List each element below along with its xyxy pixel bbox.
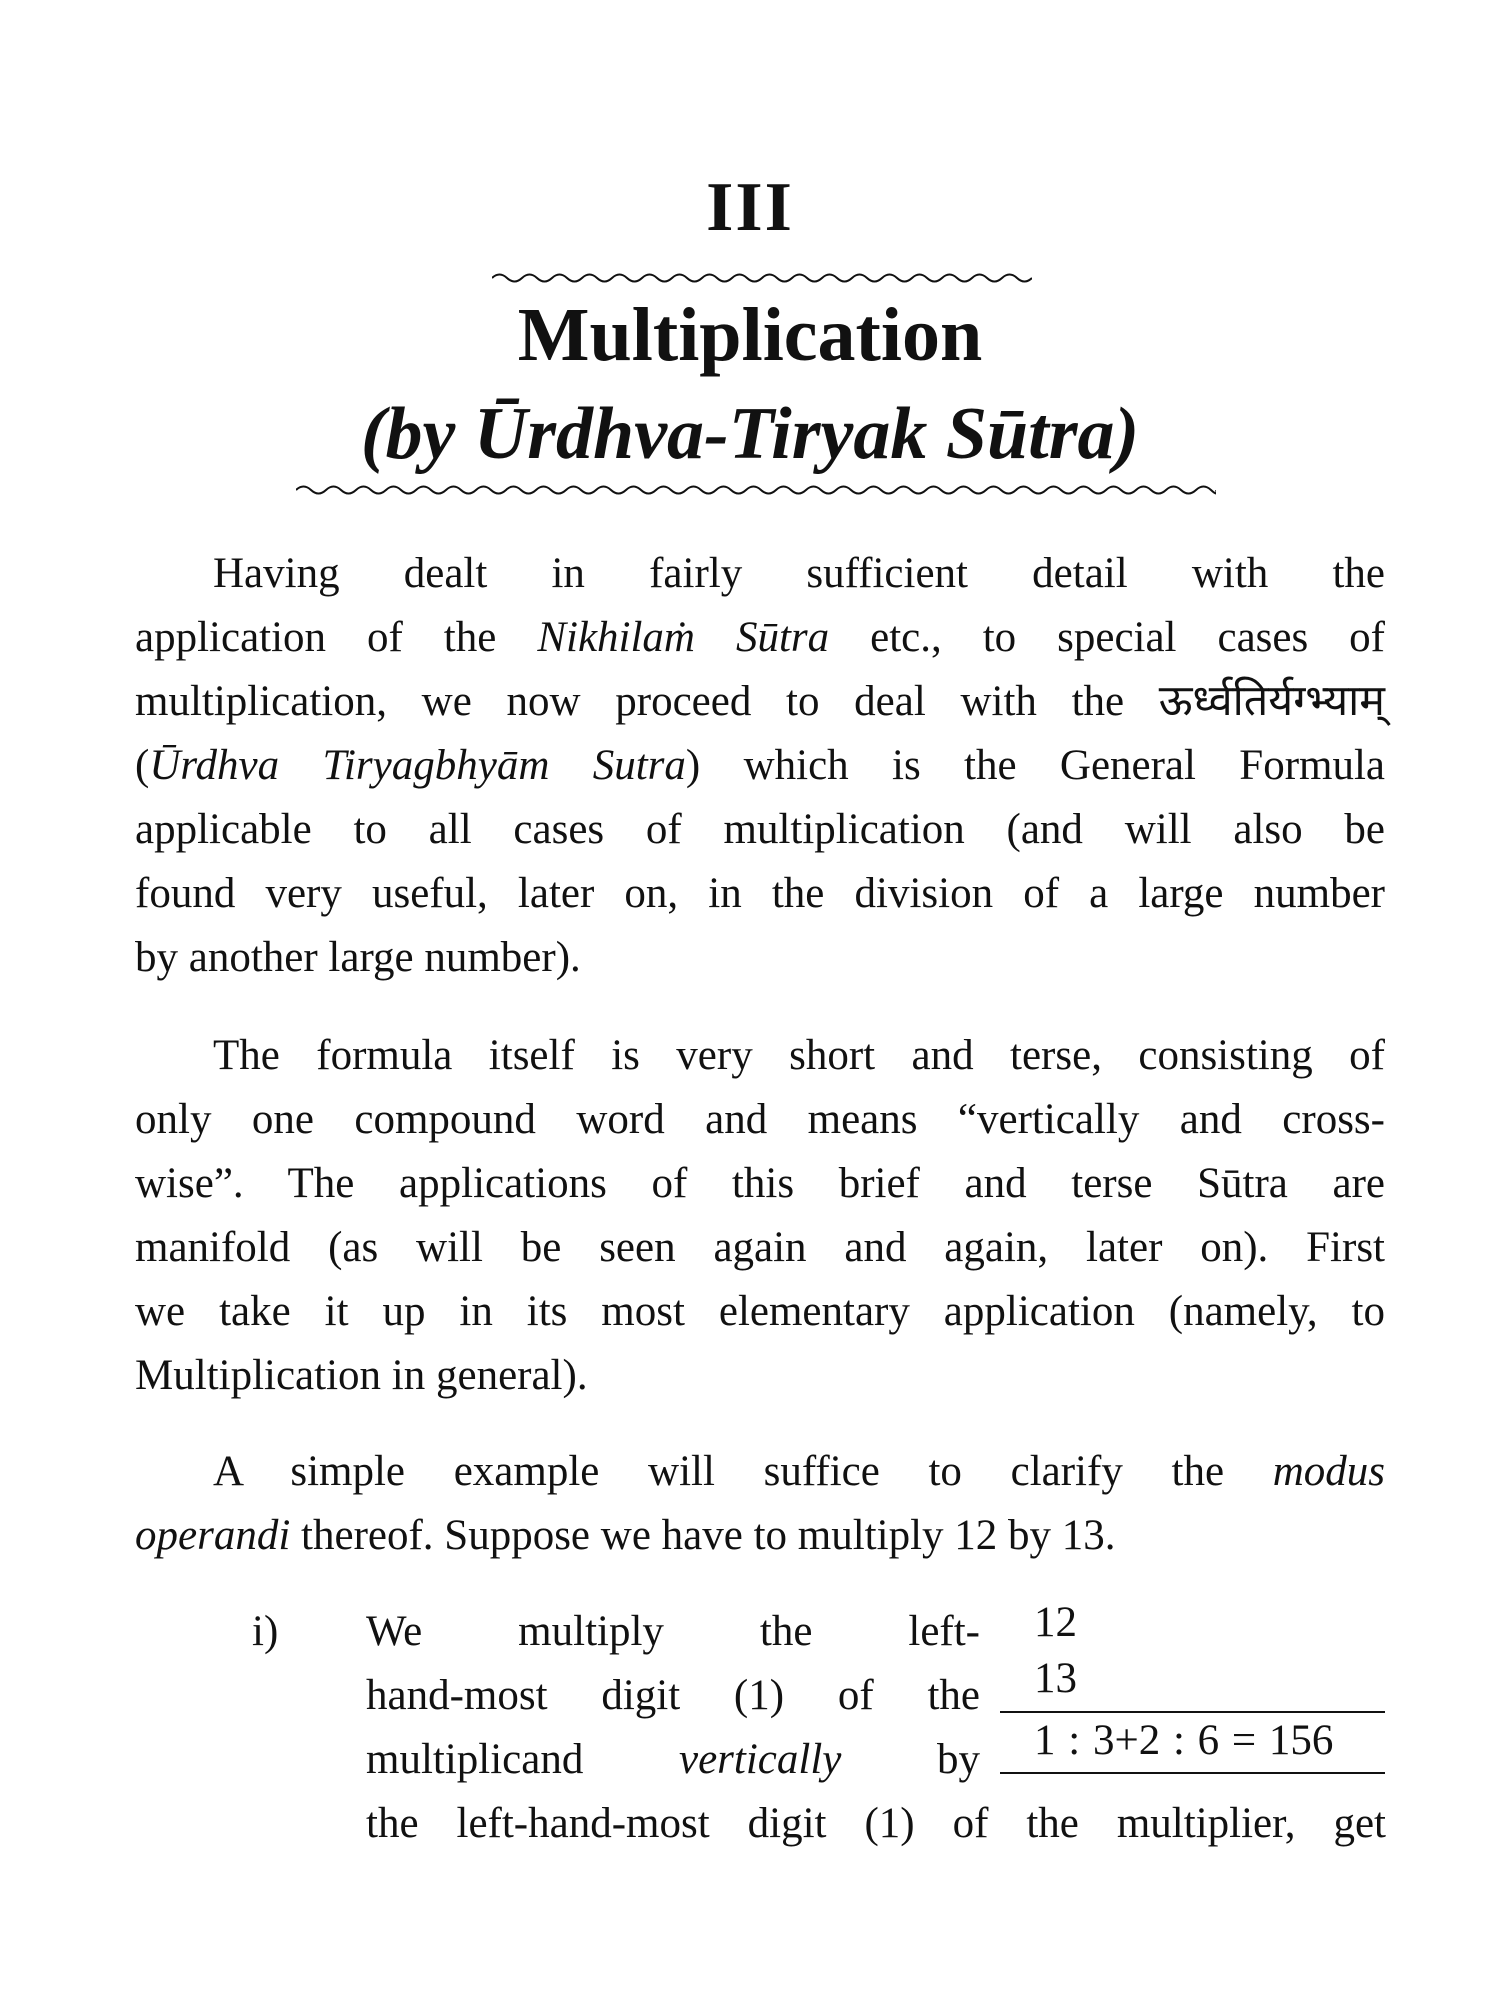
text-line: multiplicand vertically by xyxy=(366,1736,980,1783)
text-line: The formula itself is very short and terse, consisting of xyxy=(213,1032,1385,1079)
decorative-wave-divider-top xyxy=(492,268,1032,288)
text-line: manifold (as will be seen again and again, later on). First xyxy=(135,1224,1385,1271)
text-line: multiplication, we now proceed to deal with the ऊर्ध्वतिर्यग्भ्याम् xyxy=(135,678,1385,725)
chapter-title: Multiplication xyxy=(517,293,983,377)
text-line: Having dealt in fairly sufficient detail with the xyxy=(213,550,1385,597)
calculation-rule xyxy=(1000,1711,1385,1713)
text-line: found very useful, later on, in the division of a large number xyxy=(135,870,1385,917)
paragraph-formula xyxy=(135,1024,1385,1408)
text-line: operandi thereof. Suppose we have to multiply 12 by 13. xyxy=(135,1512,1116,1559)
text-line: (Ūrdhva Tiryagbhyām Sutra) which is the General Formula xyxy=(135,742,1386,789)
text-line: only one compound word and means “vertically and cross- xyxy=(135,1096,1385,1143)
multiplier: 13 xyxy=(1034,1655,1077,1702)
step-description xyxy=(366,1600,980,1792)
paragraph-intro xyxy=(135,542,1385,990)
paragraph-example xyxy=(135,1440,1385,1568)
calculation-rule xyxy=(1000,1772,1385,1774)
multiplicand: 12 xyxy=(1034,1599,1077,1646)
text-line: applicable to all cases of multiplication (and will also be xyxy=(135,806,1385,853)
decorative-wave-divider-bottom xyxy=(296,480,1216,500)
chapter-subtitle: (by Ūrdhva-Tiryak Sūtra) xyxy=(360,393,1140,475)
text-line: Multiplication in general). xyxy=(135,1352,588,1399)
step-marker: i) xyxy=(252,1608,279,1655)
text-line: wise”. The applications of this brief and terse Sūtra are xyxy=(135,1160,1385,1207)
step-description-continued: the left-hand-most digit (1) of the multiplier, get xyxy=(366,1800,1386,1847)
text-line: application of the Nikhilaṁ Sūtra etc., to special cases of xyxy=(135,614,1385,661)
text-line: by another large number). xyxy=(135,934,581,981)
text-line: hand-most digit (1) of the xyxy=(366,1672,980,1719)
text-line: we take it up in its most elementary application (namely, to xyxy=(135,1288,1385,1335)
calculation-result: 1 : 3+2 : 6 = 156 xyxy=(1034,1717,1334,1764)
text-line: A simple example will suffice to clarify the modus xyxy=(213,1448,1385,1495)
chapter-number: III xyxy=(706,169,794,246)
text-line: We multiply the left- xyxy=(366,1608,980,1655)
